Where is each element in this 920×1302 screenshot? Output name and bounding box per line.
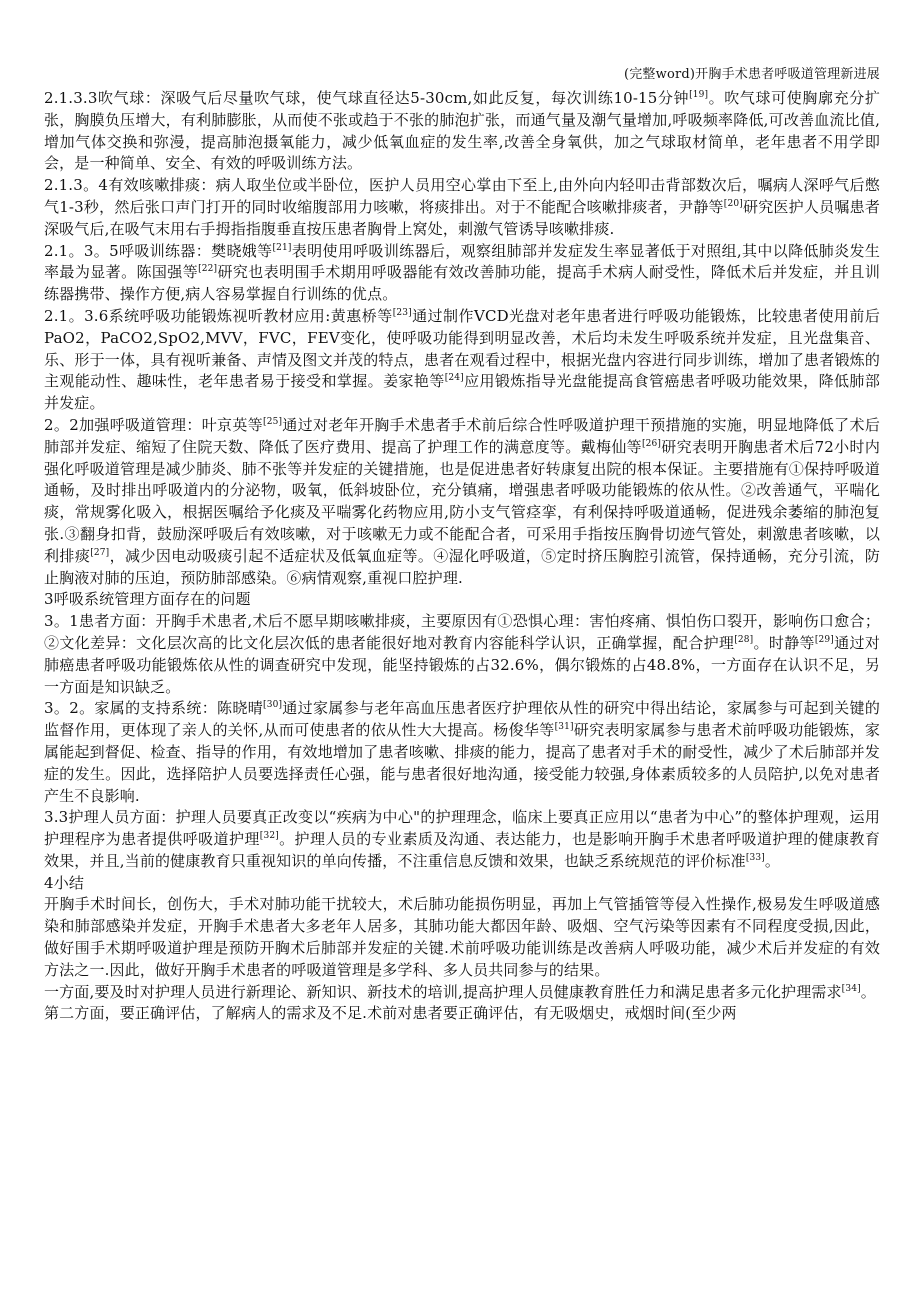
body-paragraph: 2.1.3.3吹气球：深吸气后尽量吹气球，使气球直径达5-30cm,如此反复，每次训练10-15分钟[19]。吹气球可使胸廓充分扩张，胸膜负压增大，有利肺膨胀，从而使不张或趋于不张的肺泡扩张，而通气量及潮气量增加,呼吸频率降低,可改善血流比值,增加气体交换和弥漫，提高肺泡摄氧能力，减少低氧血症的发生率,改善全身氧供，加之气球取材简单，老年患者不用学即会，是一种简单、安全、有效的呼吸训练方法。 — [44, 89, 880, 173]
citation-ref: [23] — [392, 307, 412, 318]
citation-ref: [19] — [689, 90, 709, 100]
body-paragraph: 2.1。3.6系统呼吸功能锻炼视听教材应用:黄惠桥等[23]通过制作VCD光盘对老年患者进行呼吸功能锻炼，比较患者使用前后PaO2，PaCO2,SpO2,MVV，FVC，FEV变化，使呼吸功能得到明显改善，术后均未发生呼吸系统并发症，且光盘集音、乐、形于一体，具有视听兼备、声情及图文并茂的特点，患者在观看过程中，根据光盘内容进行同步训练，增加了患者锻炼的主观能动性、趣味性，老年患者易于接受和掌握。姜家艳等[24]应用锻炼指导光盘能提高食管癌患者呼吸功能效果，降低肺部并发症。 — [44, 306, 880, 413]
section-heading: 3呼吸系统管理方面存在的问题 — [44, 590, 251, 609]
citation-ref: [20] — [723, 198, 743, 209]
body-paragraph: 开胸手术时间长，创伤大，手术对肺功能干扰较大，术后肺功能损伤明显，再加上气管插管等侵入性操作,极易发生呼吸道感染和肺部感染并发症，开胸手术患者大多老年人居多，其肺功能大都因年龄、吸烟、空气污染等因素有不同程度受损,因此，做好围手术期呼吸道护理是预防开胸术后肺部并发症的关键.术前呼吸功能训练是改善病人呼吸功能，减少术后并发症的有效方法之一.因此，做好开胸手术患者的呼吸道管理是多学科、多人员共同参与的结果。 — [44, 895, 880, 979]
citation-ref: [25] — [263, 416, 283, 427]
section-heading: 4小结 — [44, 873, 84, 892]
body-paragraph: 2。2加强呼吸道管理：叶京英等[25]通过对老年开胸手术患者手术前后综合性呼吸道护理干预措施的实施，明显地降低了术后肺部并发症、缩短了住院天数、降低了医疗费用、提高了护理工作的满意度等。戴梅仙等[26]研究表明开胸患者术后72小时内强化呼吸道管理是减少肺炎、肺不张等并发症的关键措施，也是促进患者好转康复出院的根本保证。主要措施有①保持呼吸道通畅，及时排出呼吸道内的分泌物，吸氧，低斜坡卧位，充分镇痛，增强患者呼吸功能锻炼的依从性。②改善通气，平喘化痰，常规雾化吸入，根据医嘱给予化痰及平喘雾化药物应用,防小支气管痉挛，有利保持呼吸道通畅，促进残余萎缩的肺泡复张.③翻身扣背，鼓励深呼吸后有效咳嗽，对于咳嗽无力或不能配合者，可采用手指按压胸骨切迹气管处，刺激患者咳嗽，以利排痰[27]，减少因电动吸痰引起不适症状及低氧血症等。④湿化呼吸道，⑤定时挤压胸腔引流管，保持通畅，充分引流，防止胸液对肺的压迫，预防肺部感染。⑥病情观察,重视口腔护理. — [44, 415, 880, 587]
body-paragraph: 2.1。3。5呼吸训练器：樊晓娥等[21]表明使用呼吸训练器后，观察组肺部并发症发生率显著低于对照组,其中以降低肺炎发生率最为显著。陈国强等[22]研究也表明围手术期用呼吸器能有效改善肺功能，提高手术病人耐受性，降低术后并发症，并且训练器携带、操作方便,病人容易掌握自行训练的优点。 — [44, 241, 880, 304]
citation-ref: [24] — [444, 373, 464, 384]
citation-ref: [33] — [745, 852, 765, 863]
citation-ref: [29] — [814, 634, 834, 645]
citation-ref: [30] — [263, 700, 283, 711]
citation-ref: [32] — [259, 831, 279, 842]
citation-ref: [31] — [554, 722, 574, 733]
body-paragraph: 一方面,要及时对护理人员进行新理论、新知识、新技术的培训,提高护理人员健康教育胜任力和满足患者多元化护理需求[34]。 — [44, 982, 876, 1001]
body-paragraph: 第二方面，要正确评估，了解病人的需求及不足.术前对患者要正确评估，有无吸烟史，戒烟时间(至少两 — [44, 1004, 737, 1023]
running-header: (完整word)开胸手术患者呼吸道管理新进展 — [623, 67, 880, 82]
body-paragraph: 3。2。家属的支持系统：陈晓晴[30]通过家属参与老年高血压患者医疗护理依从性的研究中得出结论，家属参与可起到关键的监督作用，更体现了亲人的关怀,从而可使患者的依从性大大提高。杨俊华等[31]研究表明家属参与患者术前呼吸功能锻炼，家属能起到督促、检查、指导的作用，有效地增加了患者咳嗽、排痰的能力，提高了患者对手术的耐受性，减少了术后肺部并发症的发生。因此，选择陪护人员要选择责任心强，能与患者很好地沟通，接受能力较强,身体素质较多的人员陪护,以免对患者产生不良影响. — [44, 699, 880, 805]
document-body — [44, 88, 880, 1025]
citation-ref: [34] — [841, 983, 861, 994]
citation-ref: [27] — [90, 547, 110, 558]
body-paragraph: 3.3护理人员方面：护理人员要真正改变以“疾病为中心"的护理理念，临床上要真正应用以“患者为中心”的整体护理观，运用护理程序为患者提供呼吸道护理[32]。护理人员的专业素质及沟通、表达能力，也是影响开胸手术患者呼吸道护理的健康教育效果，并且,当前的健康教育只重视知识的单向传播，不注重信息反馈和效果，也缺乏系统规范的评价标准[33]。 — [44, 808, 880, 870]
citation-ref: [26] — [642, 438, 662, 449]
citation-ref: [28] — [734, 634, 754, 645]
citation-ref: [21] — [272, 242, 292, 253]
body-paragraph: 2.1.3。4有效咳嗽排痰：病人取坐位或半卧位，医护人员用空心掌由下至上,由外向内轻叩击背部数次后，嘱病人深呼气后憋气1-3秒，然后张口声门打开的同时收缩腹部用力咳嗽，将痰排出。对于不能配合咳嗽排痰者，尹静等[20]研究医护人员嘱患者深吸气后,在吸气末用右手拇指指腹垂直按压患者胸骨上窝处，刺激气管诱导咳嗽排痰. — [44, 176, 880, 238]
body-paragraph: 3。1患者方面：开胸手术患者,术后不愿早期咳嗽排痰，主要原因有①恐惧心理：害怕疼痛、惧怕伤口裂开，影响伤口愈合；②文化差异：文化层次高的比文化层次低的患者能很好地对教育内容能科学认识，正确掌握，配合护理[28]。时静等[29]通过对肺癌患者呼吸功能锻炼依从性的调查研究中发现，能坚持锻炼的占32.6%，偶尔锻炼的占48.8%，一方面存在认识不足，另一方面是知识缺乏。 — [44, 612, 880, 696]
citation-ref: [22] — [198, 264, 218, 275]
